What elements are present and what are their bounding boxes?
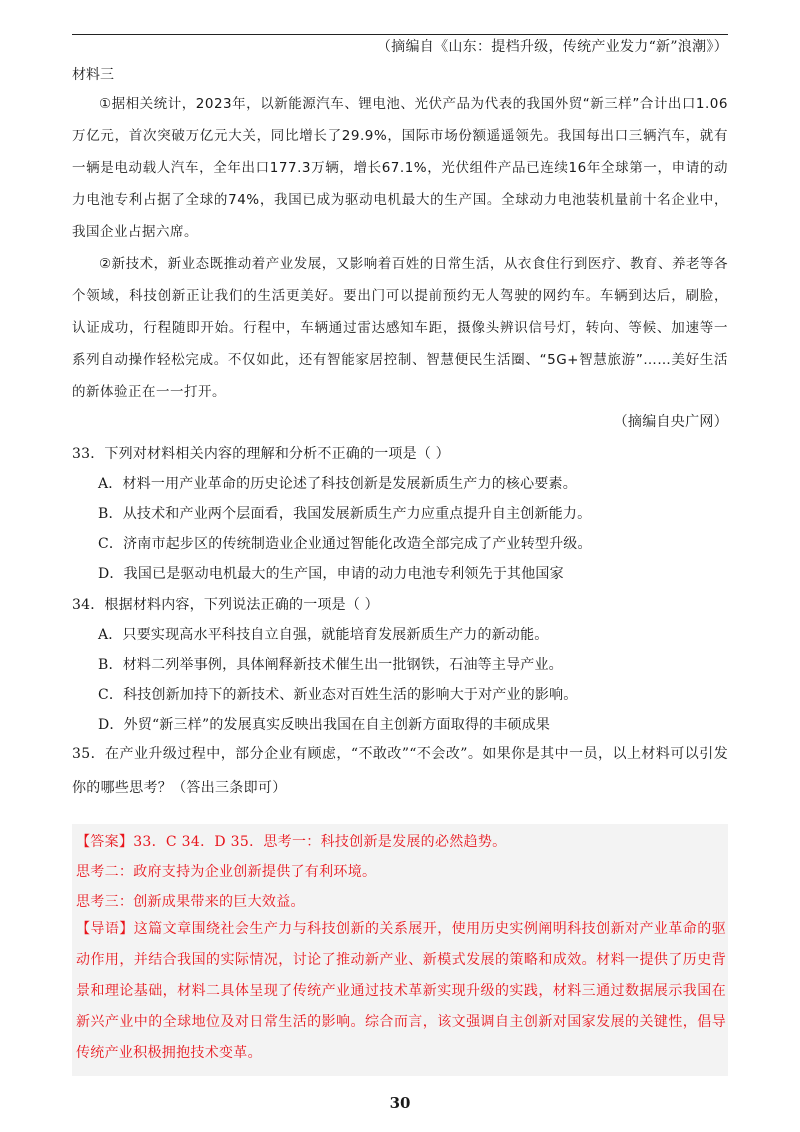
- header-rule: [72, 34, 728, 35]
- question-34-option-b: B．材料二列举事例，具体阐释新技术催生出一批钢铁，石油等主导产业。: [98, 657, 563, 673]
- material-three-paragraph-2: ②新技术，新业态既推动着产业发展，又影响着百姓的日常生活，从衣食住行到医疗、教育、养老等各个领域，科技创新正让我们的生活更美好。要出门可以提前预约无人驾驶的网约车。车辆到达后，刷脸，认证成功，行程随即开始。行程中，车辆通过雷达感知车距，摄像头辨识信号灯，转向、等候、加速等一系列自动操作轻松完成。不仅如此，还有智能家居控制、智慧便民生活圈、“5G+智慧旅游”……美好生活的新体验正在一一打开。: [72, 256, 728, 400]
- question-33-option-c: C．济南市起步区的传统制造业企业通过智能化改造全部完成了产业转型升级。: [98, 536, 592, 552]
- material-three-heading: 材料三: [72, 67, 114, 83]
- page-number: 30: [389, 1094, 411, 1112]
- material-three-paragraph-1: ①据相关统计，2023年，以新能源汽车、锂电池、光伏产品为代表的我国外贸“新三样”合计出口1.06万亿元，首次突破万亿元大关，同比增长了29.9%，国际市场份额遥遥领先。我国每出口三辆汽车，就有一辆是电动载人汽车，全年出口177.3万辆，增长67.1%，光伏组件产品已连续16年全球第一，申请的动力电池专利占据了全球的74%，我国已成为驱动电机最大的生产国。全球动力电池装机量前十名企业中，我国企业占据六席。: [72, 96, 728, 240]
- question-34-option-d: D．外贸“新三样”的发展真实反映出我国在自主创新方面取得的丰硕成果: [98, 717, 551, 733]
- question-33-option-a: A．材料一用产业革命的历史论述了科技创新是发展新质生产力的核心要素。: [98, 476, 577, 492]
- question-34-stem: 34．根据材料内容，下列说法正确的一项是（ ）: [72, 597, 379, 613]
- source-citation-cnr: （摘编自央广网）: [613, 414, 728, 430]
- source-citation-top: （摘编自《山东：提档升级，传统产业发力“新”浪潮》）: [376, 39, 728, 55]
- answer-thought-two: 思考二：政府支持为企业创新提供了有利环境。: [76, 864, 377, 880]
- answer-thought-three: 思考三：创新成果带来的巨大效益。: [76, 894, 305, 910]
- question-34-option-c: C．科技创新加持下的新技术、新业态对百姓生活的影响大于对产业的影响。: [98, 687, 578, 703]
- question-33-stem: 33．下列对材料相关内容的理解和分析不正确的一项是（ ）: [72, 446, 450, 462]
- question-33-option-b: B．从技术和产业两个层面看，我国发展新质生产力应重点提升自主创新能力。: [98, 506, 592, 522]
- answer-guide-paragraph: 【导语】这篇文章围绕社会生产力与科技创新的关系展开，使用历史实例阐明科技创新对产业革命的驱动作用，并结合我国的实际情况，讨论了推动新产业、新模式发展的策略和成效。材料一提供了历史背景和理论基础，材料二具体呈现了传统产业通过技术革新实现升级的实践，材料三通过数据展示我国在新兴产业中的全球地位及对日常生活的影响。综合而言，该文强调自主创新对国家发展的关键性，倡导传统产业积极拥抱技术变革。: [76, 921, 726, 1061]
- question-34-option-a: A．只要实现高水平科技自立自强，就能培育发展新质生产力的新动能。: [98, 627, 549, 643]
- question-33-option-d: D．我国已是驱动电机最大的生产国，申请的动力电池专利领先于其他国家: [98, 566, 564, 582]
- answer-key-line: 【答案】33．C 34．D 35．思考一：科技创新是发展的必然趋势。: [76, 834, 507, 850]
- question-35-stem: 35．在产业升级过程中，部分企业有顾虑，“不敢改”“不会改”。如果你是其中一员，以上材料可以引发你的哪些思考？（答出三条即可）: [72, 746, 728, 796]
